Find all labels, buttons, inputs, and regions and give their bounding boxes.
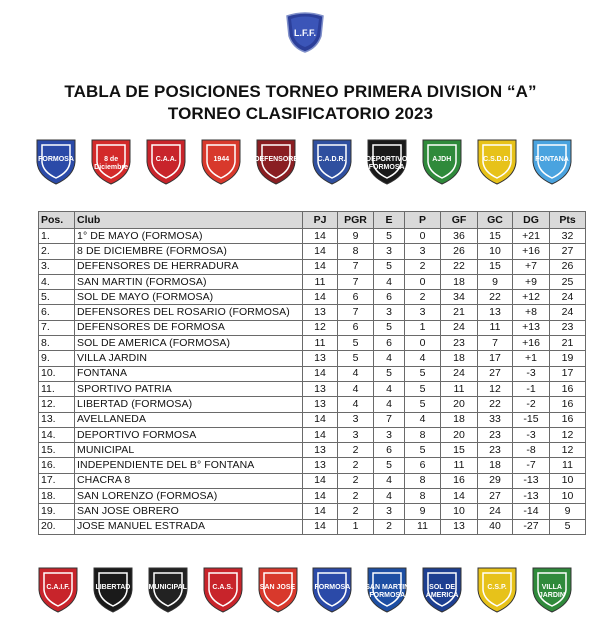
cell-club: FONTANA — [75, 366, 303, 381]
cell-p: 4 — [405, 351, 441, 366]
crest-label: FORMOSA — [314, 584, 351, 591]
league-shield-icon — [283, 10, 327, 54]
standings-table — [38, 211, 586, 535]
cell-pgr: 4 — [338, 366, 374, 381]
cell-e: 3 — [374, 305, 405, 320]
table-row — [39, 229, 586, 244]
standings-body — [39, 229, 586, 535]
club-crest — [254, 136, 303, 186]
cell-pj: 14 — [303, 412, 338, 427]
cell-pj: 14 — [303, 519, 338, 534]
crest-label: C.A.S. — [212, 584, 233, 591]
cell-dg: -8 — [513, 443, 550, 458]
cell-pj: 14 — [303, 473, 338, 488]
crest-label: SAN MARTIN FORMOSA — [365, 584, 410, 599]
cell-dg: -27 — [513, 519, 550, 534]
cell-p: 6 — [405, 458, 441, 473]
cell-gf: 21 — [441, 305, 478, 320]
cell-gc: 24 — [478, 504, 513, 519]
cell-club: DEFENSORES DE HERRADURA — [75, 259, 303, 274]
table-row — [39, 244, 586, 259]
cell-pgr: 6 — [338, 290, 374, 305]
table-row — [39, 397, 586, 412]
cell-pos: 5. — [39, 290, 75, 305]
cell-p: 8 — [405, 473, 441, 488]
cell-gc: 9 — [478, 274, 513, 289]
crest-row-top — [34, 134, 574, 188]
cell-p: 3 — [405, 305, 441, 320]
table-row — [39, 381, 586, 396]
cell-pgr: 4 — [338, 397, 374, 412]
cell-pgr: 5 — [338, 351, 374, 366]
cell-club: 8 DE DICIEMBRE (FORMOSA) — [75, 244, 303, 259]
page-subtitle: TORNEO CLASIFICATORIO 2023 — [167, 104, 434, 123]
cell-pj: 13 — [303, 458, 338, 473]
cell-pts: 27 — [550, 244, 586, 259]
column-header-pgr: PGR — [338, 212, 374, 229]
cell-p: 9 — [405, 504, 441, 519]
cell-p: 0 — [405, 274, 441, 289]
crest-label: SAN JOSE — [259, 584, 296, 591]
table-row — [39, 412, 586, 427]
cell-club: SOL DE MAYO (FORMOSA) — [75, 290, 303, 305]
club-crest — [310, 136, 354, 186]
crest-label: SOL DE AMERICA — [425, 584, 459, 599]
cell-gf: 16 — [441, 473, 478, 488]
cell-p: 11 — [405, 519, 441, 534]
column-header-pos: Pos. — [39, 212, 75, 229]
cell-pts: 21 — [550, 336, 586, 351]
cell-club: MUNICIPAL — [75, 443, 303, 458]
cell-gf: 20 — [441, 427, 478, 442]
cell-pos: 15. — [39, 443, 75, 458]
cell-pj: 13 — [303, 305, 338, 320]
cell-pos: 3. — [39, 259, 75, 274]
crest-label: FONTANA — [535, 156, 569, 163]
cell-pts: 10 — [550, 489, 586, 504]
cell-gf: 11 — [441, 458, 478, 473]
cell-pts: 25 — [550, 274, 586, 289]
cell-pgr: 5 — [338, 336, 374, 351]
cell-club: 1° DE MAYO (FORMOSA) — [75, 229, 303, 244]
cell-dg: +12 — [513, 290, 550, 305]
cell-pj: 13 — [303, 397, 338, 412]
cell-dg: -15 — [513, 412, 550, 427]
cell-pts: 26 — [550, 259, 586, 274]
cell-pj: 14 — [303, 489, 338, 504]
cell-club: SAN LORENZO (FORMOSA) — [75, 489, 303, 504]
crest-label: AJDH — [432, 156, 452, 163]
cell-e: 2 — [374, 519, 405, 534]
cell-e: 3 — [374, 504, 405, 519]
table-row — [39, 443, 586, 458]
cell-club: SAN MARTIN (FORMOSA) — [75, 274, 303, 289]
cell-club: DEPORTIVO FORMOSA — [75, 427, 303, 442]
cell-pts: 12 — [550, 427, 586, 442]
crest-label: C.A.I.F. — [46, 584, 70, 591]
cell-p: 5 — [405, 366, 441, 381]
cell-p: 2 — [405, 259, 441, 274]
table-row — [39, 473, 586, 488]
cell-dg: -7 — [513, 458, 550, 473]
table-row — [39, 274, 586, 289]
page-title: TABLA DE POSICIONES TORNEO PRIMERA DIVISION “A” — [64, 82, 537, 101]
cell-pj: 13 — [303, 351, 338, 366]
cell-p: 8 — [405, 427, 441, 442]
cell-e: 6 — [374, 290, 405, 305]
cell-e: 5 — [374, 259, 405, 274]
cell-gc: 23 — [478, 427, 513, 442]
cell-gc: 15 — [478, 229, 513, 244]
cell-pgr: 3 — [338, 427, 374, 442]
cell-pos: 11. — [39, 381, 75, 396]
cell-dg: +16 — [513, 336, 550, 351]
cell-pos: 16. — [39, 458, 75, 473]
cell-gc: 27 — [478, 489, 513, 504]
cell-pts: 16 — [550, 412, 586, 427]
cell-club: SPORTIVO PATRIA — [75, 381, 303, 396]
cell-pj: 11 — [303, 274, 338, 289]
crest-label: C.A.D.R. — [317, 156, 346, 163]
cell-club: AVELLANEDA — [75, 412, 303, 427]
table-row — [39, 458, 586, 473]
cell-gc: 7 — [478, 336, 513, 351]
cell-gc: 22 — [478, 290, 513, 305]
cell-gf: 14 — [441, 489, 478, 504]
cell-pts: 5 — [550, 519, 586, 534]
cell-pos: 12. — [39, 397, 75, 412]
cell-gf: 18 — [441, 412, 478, 427]
crest-label: FORMOSA — [38, 156, 74, 163]
club-crest — [365, 136, 409, 186]
cell-p: 5 — [405, 397, 441, 412]
club-crest — [365, 564, 409, 614]
table-row — [39, 519, 586, 534]
club-crest — [89, 136, 133, 186]
cell-pos: 9. — [39, 351, 75, 366]
cell-pts: 10 — [550, 473, 586, 488]
cell-pts: 16 — [550, 381, 586, 396]
cell-e: 6 — [374, 443, 405, 458]
cell-pgr: 1 — [338, 519, 374, 534]
club-crest — [36, 564, 80, 614]
cell-club: VILLA JARDIN — [75, 351, 303, 366]
crest-label: C.S.P. — [487, 584, 507, 591]
cell-gc: 13 — [478, 305, 513, 320]
cell-pj: 14 — [303, 504, 338, 519]
cell-e: 3 — [374, 427, 405, 442]
cell-dg: -3 — [513, 366, 550, 381]
cell-club: DEFENSORES DEL ROSARIO (FORMOSA) — [75, 305, 303, 320]
cell-e: 6 — [374, 336, 405, 351]
cell-p: 1 — [405, 320, 441, 335]
club-crest — [144, 136, 188, 186]
cell-gc: 29 — [478, 473, 513, 488]
cell-e: 4 — [374, 351, 405, 366]
cell-gf: 23 — [441, 336, 478, 351]
cell-pos: 2. — [39, 244, 75, 259]
cell-pgr: 4 — [338, 381, 374, 396]
club-crest — [530, 136, 574, 186]
cell-gc: 18 — [478, 458, 513, 473]
cell-club: SOL DE AMERICA (FORMOSA) — [75, 336, 303, 351]
column-header-p: P — [405, 212, 441, 229]
cell-gf: 24 — [441, 320, 478, 335]
cell-pj: 13 — [303, 443, 338, 458]
league-logo — [283, 10, 327, 54]
cell-gc: 15 — [478, 259, 513, 274]
cell-pts: 24 — [550, 305, 586, 320]
table-row — [39, 290, 586, 305]
crest-row-bottom — [36, 562, 574, 616]
cell-pos: 17. — [39, 473, 75, 488]
cell-gc: 40 — [478, 519, 513, 534]
table-row — [39, 366, 586, 381]
cell-gc: 33 — [478, 412, 513, 427]
cell-club: SAN JOSE OBRERO — [75, 504, 303, 519]
table-row — [39, 336, 586, 351]
cell-gc: 17 — [478, 351, 513, 366]
cell-pj: 14 — [303, 229, 338, 244]
club-crest — [310, 564, 354, 614]
table-row — [39, 504, 586, 519]
cell-dg: +1 — [513, 351, 550, 366]
club-crest — [91, 564, 135, 614]
cell-pgr: 2 — [338, 504, 374, 519]
cell-pos: 10. — [39, 366, 75, 381]
cell-dg: +21 — [513, 229, 550, 244]
column-header-pj: PJ — [303, 212, 338, 229]
cell-e: 5 — [374, 458, 405, 473]
cell-p: 0 — [405, 229, 441, 244]
cell-gf: 26 — [441, 244, 478, 259]
cell-dg: +8 — [513, 305, 550, 320]
club-crest — [34, 136, 78, 186]
cell-pgr: 2 — [338, 489, 374, 504]
club-crest — [199, 136, 243, 186]
crest-label: 8 de Diciembre — [94, 156, 129, 171]
cell-pj: 14 — [303, 259, 338, 274]
cell-gc: 23 — [478, 443, 513, 458]
cell-club: INDEPENDIENTE DEL B° FONTANA — [75, 458, 303, 473]
cell-pts: 24 — [550, 290, 586, 305]
crest-label: LIBERTAD — [95, 584, 131, 591]
cell-gf: 24 — [441, 366, 478, 381]
cell-gc: 11 — [478, 320, 513, 335]
column-header-club: Club — [75, 212, 303, 229]
cell-pos: 4. — [39, 274, 75, 289]
cell-gf: 15 — [441, 443, 478, 458]
cell-e: 5 — [374, 366, 405, 381]
table-row — [39, 320, 586, 335]
cell-pts: 19 — [550, 351, 586, 366]
cell-gc: 12 — [478, 381, 513, 396]
cell-pgr: 7 — [338, 259, 374, 274]
cell-pts: 17 — [550, 366, 586, 381]
cell-e: 4 — [374, 381, 405, 396]
cell-pos: 1. — [39, 229, 75, 244]
cell-dg: +7 — [513, 259, 550, 274]
table-row — [39, 305, 586, 320]
cell-pgr: 2 — [338, 458, 374, 473]
crest-label: DEPORTIVO FORMOSA — [366, 156, 408, 171]
cell-pgr: 7 — [338, 274, 374, 289]
cell-pj: 14 — [303, 244, 338, 259]
cell-pgr: 9 — [338, 229, 374, 244]
cell-gf: 18 — [441, 351, 478, 366]
club-crest — [201, 564, 245, 614]
cell-gf: 20 — [441, 397, 478, 412]
cell-gf: 13 — [441, 519, 478, 534]
cell-pj: 14 — [303, 427, 338, 442]
cell-pgr: 7 — [338, 305, 374, 320]
club-crest — [475, 136, 519, 186]
cell-e: 4 — [374, 274, 405, 289]
cell-pj: 14 — [303, 366, 338, 381]
cell-pos: 14. — [39, 427, 75, 442]
crest-label: C.A.A. — [155, 156, 177, 163]
cell-club: CHACRA 8 — [75, 473, 303, 488]
cell-dg: -14 — [513, 504, 550, 519]
cell-gf: 11 — [441, 381, 478, 396]
cell-dg: -13 — [513, 489, 550, 504]
cell-dg: +9 — [513, 274, 550, 289]
cell-e: 4 — [374, 489, 405, 504]
cell-pts: 32 — [550, 229, 586, 244]
club-crest — [256, 564, 300, 614]
crest-label: VILLA JARDIN — [538, 584, 565, 599]
cell-pos: 6. — [39, 305, 75, 320]
crest-label: DEFENSORES — [254, 156, 303, 163]
league-logo-text: L.F.F. — [294, 28, 316, 38]
cell-pgr: 6 — [338, 320, 374, 335]
club-crest — [475, 564, 519, 614]
crest-label: C.S.D.D. — [483, 156, 511, 163]
cell-club: JOSE MANUEL ESTRADA — [75, 519, 303, 534]
cell-gc: 10 — [478, 244, 513, 259]
cell-pts: 23 — [550, 320, 586, 335]
table-row — [39, 489, 586, 504]
cell-pj: 12 — [303, 320, 338, 335]
cell-e: 5 — [374, 229, 405, 244]
cell-club: DEFENSORES DE FORMOSA — [75, 320, 303, 335]
cell-pos: 8. — [39, 336, 75, 351]
cell-pos: 19. — [39, 504, 75, 519]
table-row — [39, 259, 586, 274]
cell-pgr: 2 — [338, 443, 374, 458]
cell-gf: 10 — [441, 504, 478, 519]
crest-label: 1944 — [213, 156, 230, 163]
cell-p: 5 — [405, 443, 441, 458]
cell-pos: 13. — [39, 412, 75, 427]
cell-e: 3 — [374, 244, 405, 259]
cell-pj: 14 — [303, 290, 338, 305]
cell-e: 4 — [374, 473, 405, 488]
cell-club: LIBERTAD (FORMOSA) — [75, 397, 303, 412]
cell-pos: 7. — [39, 320, 75, 335]
crest-label: MUNICIPAL — [148, 584, 187, 591]
table-row — [39, 351, 586, 366]
cell-dg: -1 — [513, 381, 550, 396]
cell-gc: 27 — [478, 366, 513, 381]
cell-gf: 36 — [441, 229, 478, 244]
cell-p: 0 — [405, 336, 441, 351]
cell-e: 5 — [374, 320, 405, 335]
cell-pts: 9 — [550, 504, 586, 519]
column-header-gc: GC — [478, 212, 513, 229]
cell-pj: 11 — [303, 336, 338, 351]
cell-dg: -2 — [513, 397, 550, 412]
cell-gc: 22 — [478, 397, 513, 412]
club-crest — [146, 564, 190, 614]
cell-dg: -3 — [513, 427, 550, 442]
cell-p: 5 — [405, 381, 441, 396]
club-crest — [420, 136, 464, 186]
cell-pgr: 8 — [338, 244, 374, 259]
column-header-pts: Pts — [550, 212, 586, 229]
table-header-row — [39, 212, 586, 229]
cell-pos: 20. — [39, 519, 75, 534]
column-header-dg: DG — [513, 212, 550, 229]
cell-pos: 18. — [39, 489, 75, 504]
cell-pts: 11 — [550, 458, 586, 473]
cell-pgr: 2 — [338, 473, 374, 488]
cell-pgr: 3 — [338, 412, 374, 427]
club-crest — [530, 564, 574, 614]
club-crest — [420, 564, 464, 614]
cell-dg: +13 — [513, 320, 550, 335]
cell-p: 8 — [405, 489, 441, 504]
cell-pts: 12 — [550, 443, 586, 458]
column-header-e: E — [374, 212, 405, 229]
cell-p: 2 — [405, 290, 441, 305]
table-row — [39, 427, 586, 442]
cell-e: 7 — [374, 412, 405, 427]
column-header-gf: GF — [441, 212, 478, 229]
cell-gf: 18 — [441, 274, 478, 289]
cell-p: 4 — [405, 412, 441, 427]
cell-e: 4 — [374, 397, 405, 412]
cell-gf: 34 — [441, 290, 478, 305]
cell-pj: 13 — [303, 381, 338, 396]
cell-p: 3 — [405, 244, 441, 259]
cell-gf: 22 — [441, 259, 478, 274]
cell-pts: 16 — [550, 397, 586, 412]
cell-dg: -13 — [513, 473, 550, 488]
cell-dg: +16 — [513, 244, 550, 259]
